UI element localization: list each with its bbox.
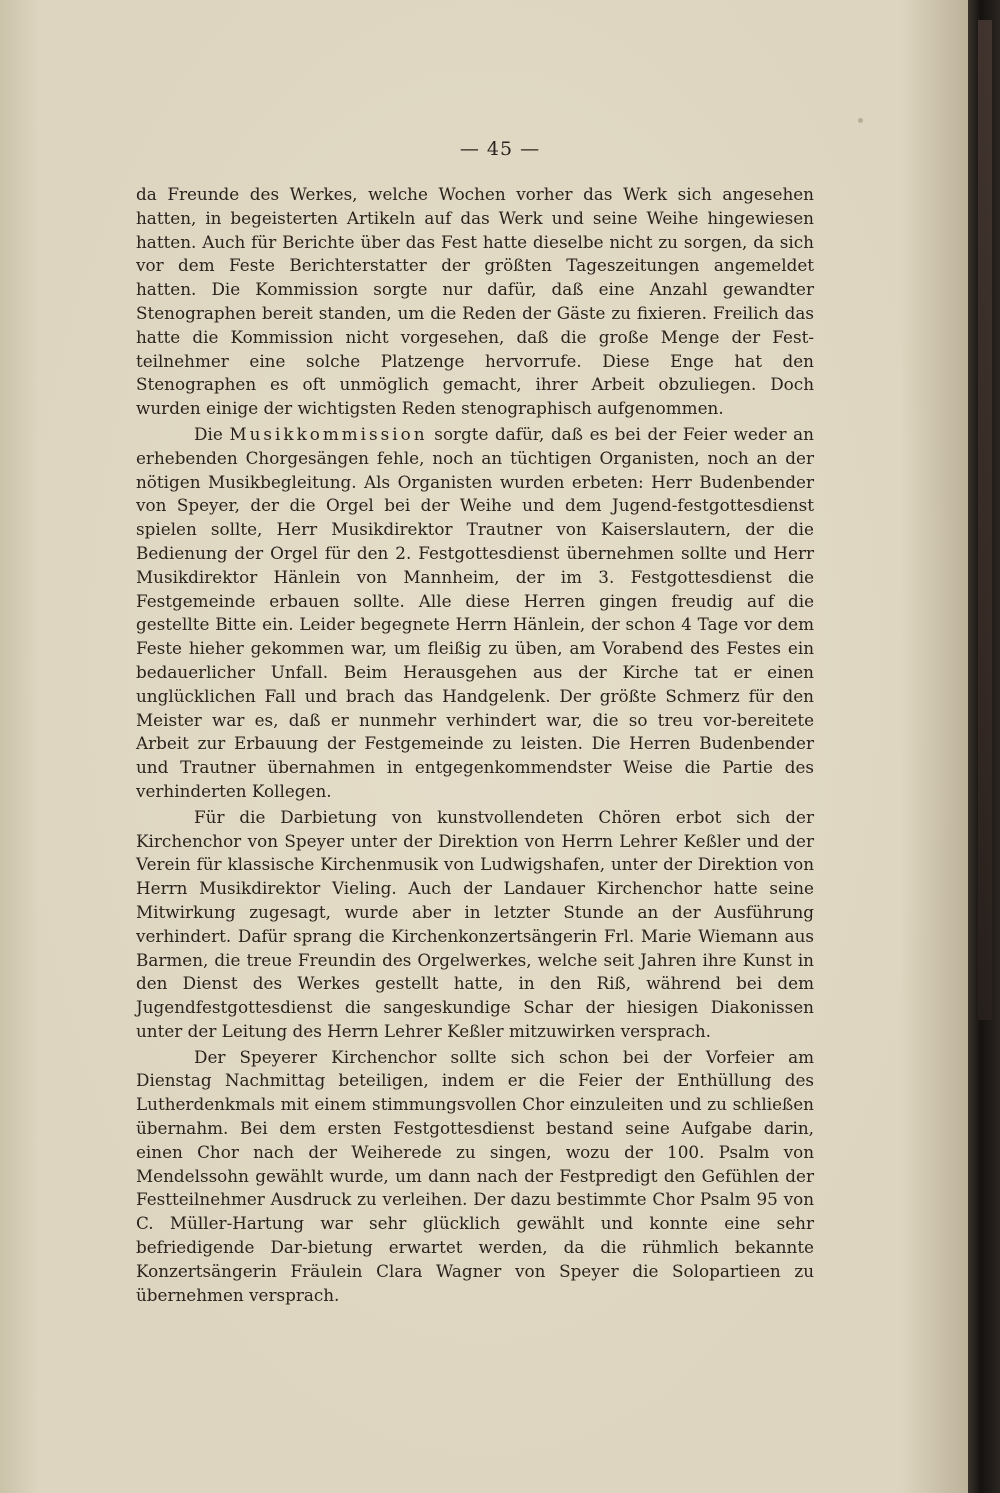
emphasized-term: Musikkommission — [229, 423, 428, 444]
paragraph-body: sorgte dafür, daß es bei der Feier weder an erhebenden Chorgesängen fehle, noch an tüchtigen Organisten, noch an der nötigen Musikbegleitung. Als Organisten wurden erbeten: Herr Budenbender von Speyer, der die Orgel bei der Weihe und dem Jugend-festgottesdienst spielen sollte, Herr Musikdirektor Trautner von Kaiserslautern, der die Bedienung der Orgel für den 2. Festgottesdienst übernehmen sollte und Herr Musikdirektor Hänlein von Mannheim, der im 3. Festgottesdienst die Festgemeinde erbauen sollte. Alle diese Herren gingen freudig auf die gestellte Bitte ein. Leider begegnete Herrn Hänlein, der schon 4 Tage vor dem Feste hieher gekommen war, um fleißig zu üben, am Vorabend des Festes ein bedauerlicher Unfall. Beim Herausgehen aus der Kirche tat er einen unglücklichen Fall und brach das Handgelenk. Der größte Schmerz für den Meister war es, daß er nunmehr verhindert war, die so treu vor-bereitete Arbeit zur Erbauung der Festgemeinde zu leisten. Die Herren Budenbender und Trautner übernahmen in entgegenkommendster Weise die Partie des verhinderten Kollegen. — [136, 423, 814, 801]
paragraph — [136, 423, 814, 804]
paragraph: Für die Darbietung von kunstvollendeten Chören erbot sich der Kirchenchor von Speyer unter der Direktion von Herrn Lehrer Keßler und der Verein für klassische Kirchenmusik von Ludwigshafen, unter der Direktion von Herrn Musikdirektor Vieling. Auch der Landauer Kirchenchor hatte seine Mitwirkung zugesagt, wurde aber in letzter Stunde an der Ausführung verhindert. Dafür sprang die Kirchenkonzertsängerin Frl. Marie Wiemann aus Barmen, die treue Freundin des Orgelwerkes, welche seit Jahren ihre Kunst in den Dienst des Werkes gestellt hatte, in den Riß, während bei dem Jugendfestgottesdienst die sangeskundige Schar der hiesigen Diakonissen unter der Leitung des Herrn Lehrer Keßler mitzuwirken versprach. — [136, 806, 814, 1041]
page-blemish — [858, 118, 863, 123]
paragraph: da Freunde des Werkes, welche Wochen vorher das Werk sich angesehen hatten, in begeisterten Artikeln auf das Werk und seine Weihe hingewiesen hatten. Auch für Berichte über das Fest hatte dieselbe nicht zu sorgen, da sich vor dem Feste Berichterstatter der größten Tageszeitungen angemeldet hatten. Die Kommission sorgte nur dafür, daß eine Anzahl gewandter Stenographen bereit standen, um die Reden der Gäste zu fixieren. Freilich das hatte die Kommission nicht vorgesehen, daß die große Menge der Fest-teilnehmer eine solche Platzenge hervorrufe. Diese Enge hat den Stenographen es oft unmöglich gemacht, ihrer Arbeit obzuliegen. Doch wurden einige der wichtigsten Reden stenographisch aufgenommen. — [136, 184, 814, 419]
paragraph: Der Speyerer Kirchenchor sollte sich schon bei der Vorfeier am Dienstag Nachmittag beteiligen, indem er die Feier der Enthüllung des Lutherdenkmals mit einem stimmungsvollen Chor einzuleiten und zu schließen übernahm. Bei dem ersten Festgottesdienst bestand seine Aufgabe darin, einen Chor nach der Weiherede zu singen, wozu der 100. Psalm von Mendelssohn gewählt wurde, um dann nach der Festpredigt den Gefühlen der Festteilnehmer Ausdruck zu verleihen. Der dazu bestimmte Chor Psalm 95 von C. Müller-Hartung war sehr glücklich gewählt und konnte eine sehr befriedigende Dar-bietung erwartet werden, da die rühmlich bekannte Konzertsängerin Fräulein Clara Wagner von Speyer die Solopartieen zu übernehmen versprach. — [136, 1046, 814, 1305]
body-text — [136, 183, 814, 1309]
binding-edge — [978, 20, 992, 1020]
paragraph-lead: Die — [194, 423, 223, 444]
page-number: — 45 — — [459, 138, 541, 160]
